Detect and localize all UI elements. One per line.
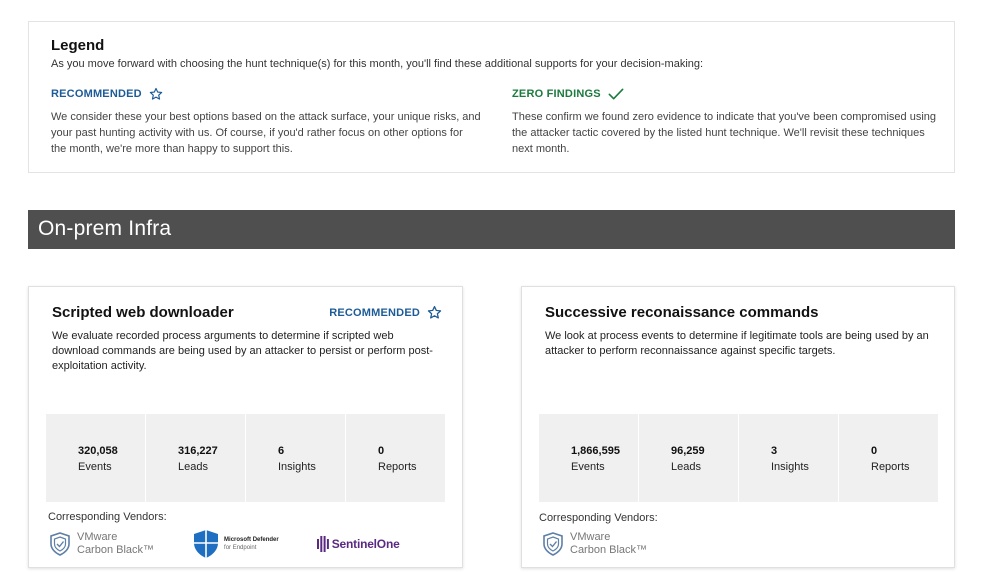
recommended-label: RECOMMENDED	[51, 88, 142, 100]
star-outline-icon	[149, 87, 163, 101]
vmware-carbon-black-logo-icon	[542, 532, 564, 556]
card-title: Successive reconaissance commands	[545, 304, 819, 321]
vendor-vmware-carbon-black	[49, 531, 154, 557]
microsoft-defender-shield-icon	[192, 529, 220, 559]
stat-insights	[738, 414, 838, 502]
vmware-carbon-black-logo-icon	[49, 532, 71, 556]
stats-panel	[539, 414, 938, 502]
stat-value: 3	[771, 445, 778, 457]
legend-recommended	[51, 87, 512, 157]
stat-label: Leads	[178, 461, 208, 473]
stat-label: Events	[78, 461, 112, 473]
stat-value: 0	[378, 445, 385, 457]
card-description: We evaluate recorded process arguments to determine if scripted web download commands are being used by an attacker to persist or perform post-exploitation activity.	[52, 330, 433, 372]
stat-value: 320,058	[78, 445, 118, 457]
stat-value: 96,259	[671, 445, 705, 457]
legend-title: Legend	[51, 37, 105, 54]
legend-intro: As you move forward with choosing the hunt technique(s) for this month, you'll find these additional supports for your decision-making:	[51, 58, 704, 70]
vendors-label: Corresponding Vendors:	[48, 511, 167, 523]
checkmark-icon	[608, 87, 624, 101]
stat-reports	[838, 414, 938, 502]
stat-insights	[245, 414, 345, 502]
zero-findings-text: These confirm we found zero evidence to indicate that you've been compromised using the attacker tactic covered by the listed hunt technique. We'll revisit these techniques next month.	[512, 111, 937, 155]
vendor-name: VMware	[77, 531, 118, 543]
stat-label: Reports	[378, 461, 417, 473]
vendor-list	[542, 527, 647, 561]
stat-label: Leads	[671, 461, 701, 473]
sentinelone-logo-icon	[317, 536, 329, 552]
stat-reports	[345, 414, 445, 502]
stat-label: Insights	[771, 461, 809, 473]
stat-value: 316,227	[178, 445, 218, 457]
recommended-badge-label: RECOMMENDED	[329, 306, 420, 319]
hunt-card-successive-reconaissance[interactable]	[521, 286, 955, 568]
stats-panel	[46, 414, 445, 502]
vendor-name: VMware	[570, 531, 611, 543]
star-outline-icon	[427, 305, 442, 320]
stat-leads	[145, 414, 245, 502]
vendor-product: Carbon Black™	[77, 544, 155, 556]
stat-value: 1,866,595	[571, 445, 620, 457]
stat-label: Insights	[278, 461, 316, 473]
card-title: Scripted web downloader	[52, 304, 234, 321]
vendor-product: for Endpoint	[224, 545, 257, 551]
zero-findings-label: ZERO FINDINGS	[512, 88, 601, 100]
vendor-vmware-carbon-black	[542, 531, 647, 557]
vendor-microsoft-defender	[192, 529, 279, 559]
vendor-name: Microsoft Defender	[224, 537, 279, 543]
vendor-list	[49, 527, 400, 561]
stat-value: 0	[871, 445, 878, 457]
recommended-text: We consider these your best options based on the attack surface, your unique risks, and your past hunting activity with us. Of course, if you'd rather focus on other options for the month, we're more than happy to support this.	[51, 111, 481, 155]
card-description: We look at process events to determine if legitimate tools are being used by an attacker to perform reconnaissance against specific targets.	[545, 330, 929, 357]
stat-events	[539, 414, 638, 502]
vendors-label: Corresponding Vendors:	[539, 512, 658, 524]
stat-leads	[638, 414, 738, 502]
vendor-sentinelone	[317, 536, 400, 552]
stat-label: Events	[571, 461, 605, 473]
stat-events	[46, 414, 145, 502]
section-header: On-prem Infra	[28, 210, 955, 249]
recommended-badge	[329, 305, 442, 320]
hunt-card-scripted-web-downloader[interactable]	[28, 286, 463, 568]
vendor-name: SentinelOne	[331, 537, 400, 551]
legend-zero-findings	[512, 87, 937, 157]
stat-value: 6	[278, 445, 285, 457]
stat-label: Reports	[871, 461, 910, 473]
legend-panel	[28, 21, 955, 173]
vendor-product: Carbon Black™	[570, 544, 648, 556]
